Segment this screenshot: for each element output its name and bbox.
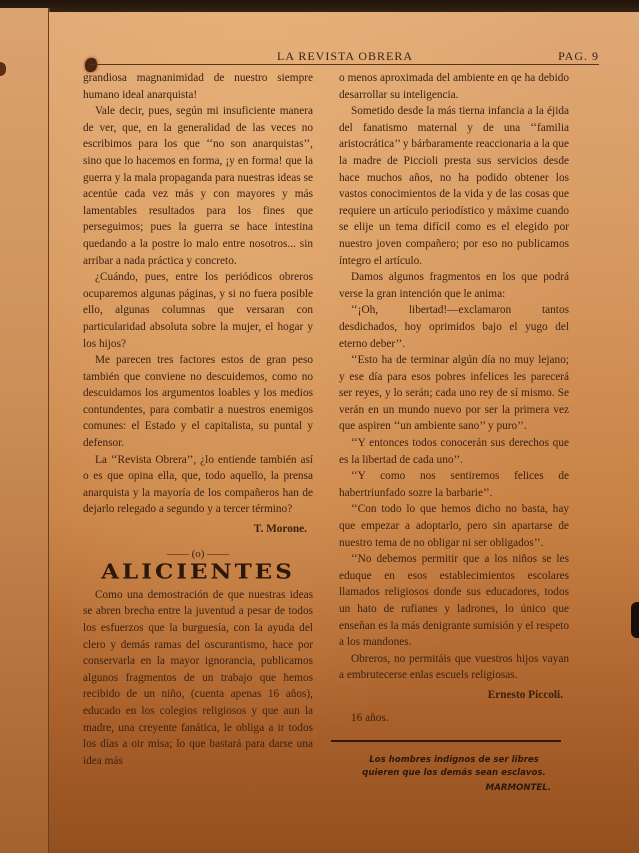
facing-page-edge <box>0 8 50 853</box>
quote-author: MARMONTEL. <box>485 783 551 794</box>
punch-hole-icon <box>0 62 6 76</box>
paragraph: o menos aproximada del ambiente en qe ha debido desarrollar su inteligencia. <box>339 72 569 101</box>
section-separator: —— (o) —— <box>166 547 230 560</box>
article-headline: ALICIENTES <box>101 559 295 584</box>
paragraph: Como una demostración de que nuestras ideas se abren brecha entre la juventud a pesar de todos los esfuerzos que la burguesía, con la ayuda del clero y demás ramas del oscurantismo, hace por conservarla en la mayor ignorancia, publicamos algunos fragmentos de un trabajo que hemos recibido de un niño, (cuenta apenas 16 años), educado en los colegios religiosos y que aun la madre, una creyente fanática, le obliga a ir todos los días a oir misa; lo que bastará para darse una idea más <box>83 588 313 767</box>
left-column <box>83 70 313 769</box>
author-age: 16 años. <box>351 711 389 724</box>
paragraph: Sometido desde la más tierna infancia a la éjida del fanatismo maternal y de una ‘‘familia aristocrática’’ y bárbaramente reaccionaria a la que la madre de Piccioli presta sus servicios desde hace muchos años, no ha podido obtener los vastos conocimientos de la vida y de las cosas que requiere un artículo periodístico y máxime cuando se elije un tema difícil como es el elegido por nuestro joven compañero; por eso no publicamos íntegro el artículo. <box>339 105 569 267</box>
quote-line: Los hombres indignos de ser libres <box>369 755 539 766</box>
paragraph: Vale decir, pues, según mi insuficiente manera de ver, que, en la generalidad de las veces no escribimos para los que ‘‘no son anarquistas’’, sino que lo hacemos en forma, ¡y en forma! que la guerra y la mala propaganda para nuestras ideas se acentúe cada vez más y con mayores y más lamentables resultados para los fines que perseguimos; pues la guerra se hace intestina quedando a la postre lo malo entre nosotros... sin arribar a nada práctica y concreto. <box>83 105 313 267</box>
publication-title: LA REVISTA OBRERA <box>277 49 414 63</box>
paragraph: ‘‘Con todo lo que hemos dicho no basta, hay que empezar a adoptarlo, pero sin apartarse de nuestro tema de no obligar ni ser obligados’’. <box>339 503 569 549</box>
paragraph: ‘‘Y como nos sentiremos felices de habertriunfado sozre la barbarie’’. <box>339 470 569 499</box>
paragraph: ‘‘Y entonces todos conocerán sus derechos que es la libertad de cada uno’’. <box>339 437 569 466</box>
paragraph: Obreros, no permitáis que vuestros hijos vayan a embrutecerse enlas escuels religiosas. <box>339 652 569 682</box>
running-header <box>89 48 599 65</box>
right-column <box>339 70 569 797</box>
paragraph: Me parecen tres factores estos de gran peso también que conviene no descuidemos, como no descuidamos los argumentos loables y los medios contundentes, para combatir a nuestros enemigos comunes: el Estado y el capitalista, su puntal y defensor. <box>83 354 313 450</box>
page-number: PAG. 9 <box>558 49 599 63</box>
paragraph: Damos algunos fragmentos en los que podrá verse la gran intención que le anima: <box>339 271 569 300</box>
author-signature: T. Morone. <box>253 523 307 536</box>
paragraph: ‘‘¡Oh, libertad!—exclamaron tantos desdichados, hoy oprimidos bajo el yugo del eterno deber’’. <box>339 304 569 350</box>
paragraph: ‘‘Esto ha de terminar algún día no muy lejano; y ese día para esos pobres infelices les parecerá ser reyes, y lo serán; cada uno rey de sí mismo. Se verán en un mundo nuevo por ser la primera vez que aspiren ‘‘un ambiente sano’’ y puro’’. <box>339 354 569 433</box>
paragraph: grandiosa magnanimidad de nuestro siempre humano ideal anarquista! <box>83 72 313 101</box>
divider-rule <box>331 740 561 742</box>
quote-line: quieren que los demás sean esclavos. <box>362 768 546 779</box>
magazine-page <box>49 12 639 853</box>
author-signature: Ernesto Piccoli. <box>487 688 563 701</box>
paragraph: ‘‘No debemos permitir que a los niños se les eduque en esos establecimientos escolares llamados religiosos donde sus educadores, todos un hato de rufianes y ladrones, lo único que enseñan es la más denigrante sumisión y el respeto a los mandones. <box>339 553 569 649</box>
paragraph: ¿Cuándo, pues, entre los periódicos obreros ocuparemos algunas páginas, y si no fuera posible ello, algunas columnas que versaran con particularidad absoluta sobre la mujer, el hogar y los hijos? <box>83 271 313 350</box>
paragraph: La ‘‘Revista Obrera’’, ¿lo entiende también así o es que opina ella, que, todo aquello, la prensa anarquista y la mayoría de los compañeros han de dejarlo relegado a segundo y a tercer término? <box>83 453 313 516</box>
binder-clip-icon <box>631 602 639 638</box>
